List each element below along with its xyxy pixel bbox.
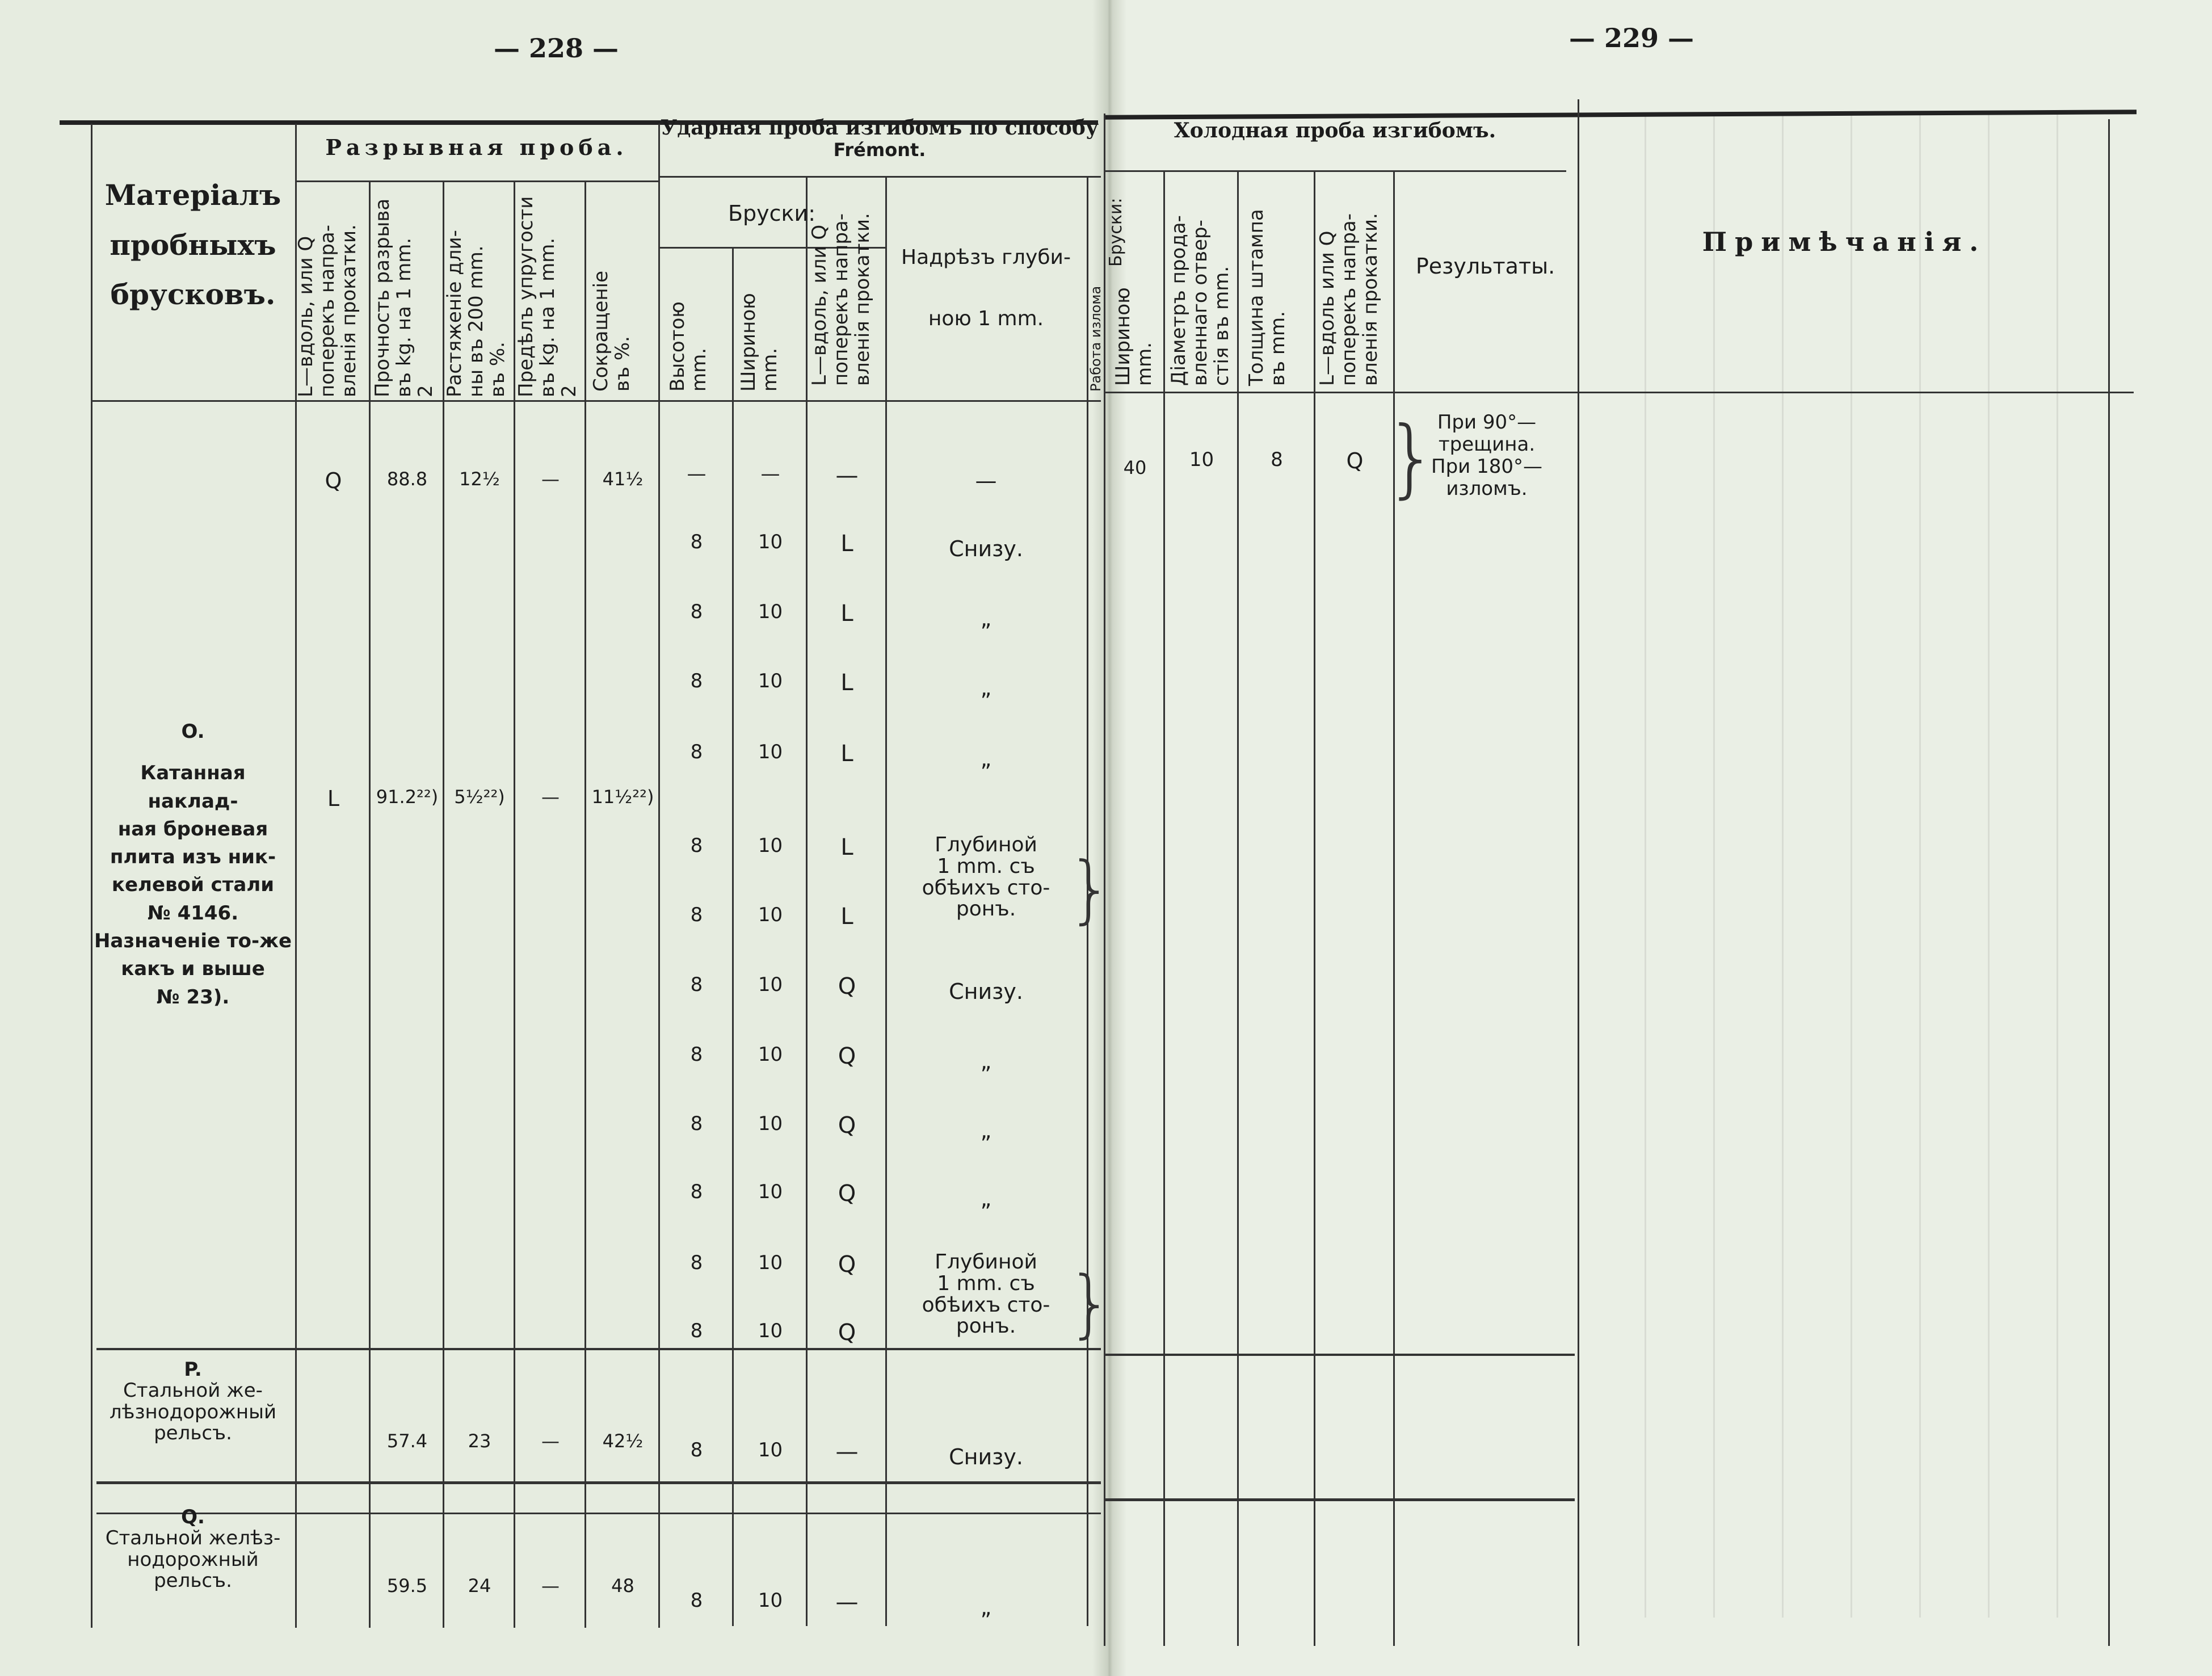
- col-line: [514, 180, 515, 1628]
- impact-w-cell: 10: [758, 1181, 783, 1203]
- impact-h-cell: 8: [690, 1043, 703, 1066]
- impact-w-cell: 10: [758, 834, 783, 857]
- tensile-dir-cell: Q: [325, 468, 342, 493]
- tensile-reduct-cell: 11½²²): [591, 786, 654, 808]
- impact-dir-cell: —: [835, 463, 859, 489]
- impact-dir-cell: Q: [838, 1251, 856, 1278]
- impact-dir-cell: L: [840, 904, 853, 930]
- material-o-label: O. Катанная наклад- ная броневая плита изъ ник- келевой стали № 4146. Назначеніе то-же какъ и выше № 23).: [94, 720, 292, 1009]
- tensile-elastic-cell: —: [541, 1575, 560, 1597]
- notch-both-sides-note-q: Глубиной 1 mm. съ обѣихъ сто- ронъ.: [922, 1250, 1050, 1338]
- impact-notch-cell: —: [975, 468, 997, 493]
- impact-h-cell: —: [687, 463, 707, 485]
- tensile-strength-cell: 57.4: [386, 1430, 428, 1452]
- cold-subrule: [1104, 170, 1566, 172]
- impact-dir-cell: L: [840, 834, 853, 860]
- impact-h-cell: 8: [690, 1589, 703, 1612]
- col-line: [1237, 170, 1239, 1646]
- row-rule-o-p-right: [1104, 1354, 1575, 1356]
- impact-dir-cell: L: [840, 741, 853, 767]
- impact-subrule: [658, 176, 1101, 178]
- impact-h-cell: 8: [690, 531, 703, 553]
- impact-h-cell: 8: [690, 1251, 703, 1274]
- col-line: [1314, 170, 1315, 1646]
- impact-work-header: Работа излома: [1088, 285, 1104, 392]
- impact-notch-cell: „: [980, 746, 992, 771]
- tensile-elastic-cell: —: [541, 468, 560, 490]
- brace-icon: }: [1067, 1260, 1114, 1346]
- impact-h-cell: 8: [690, 834, 703, 857]
- impact-w-cell: 10: [758, 973, 783, 996]
- cold-width-header: Шириною mm.: [1112, 287, 1157, 386]
- impact-dir-cell: Q: [838, 1320, 856, 1346]
- impact-height-header: Высотою mm.: [666, 301, 711, 392]
- impact-w-cell: 10: [758, 1043, 783, 1066]
- impact-header: Ударная проба изгибомъ по способу Frémont.: [661, 116, 1099, 161]
- bleed-through-lines: [1578, 114, 2117, 1618]
- col-line: [885, 176, 887, 1626]
- cold-punch-header: Толщина штампа въ mm.: [1245, 209, 1290, 386]
- tensile-reduct-cell: 42½: [602, 1430, 644, 1452]
- col-line: [1578, 99, 1579, 1646]
- impact-w-cell: 10: [758, 741, 783, 763]
- impact-w-cell: 10: [758, 1439, 783, 1461]
- page-number-right: — 229 —: [1569, 23, 1694, 53]
- impact-direction-header: L—вдоль, или Q поперекъ напра- вленія прокатки.: [808, 213, 874, 386]
- tensile-elongation-header: Растяженіе дли- ны въ 200 mm. въ %.: [443, 230, 510, 397]
- cold-direction-value: Q: [1346, 448, 1364, 473]
- impact-w-cell: —: [760, 463, 780, 485]
- material-p-label: P. Стальной же- лѣзнодорожный рельсъ.: [109, 1358, 277, 1445]
- col-line: [732, 247, 734, 1626]
- col-line: [1163, 170, 1165, 1646]
- impact-w-cell: 10: [758, 600, 783, 623]
- col-line: [443, 180, 444, 1628]
- notch-both-sides-note-l: Глубиной 1 mm. съ обѣихъ сто- ронъ.: [922, 833, 1050, 921]
- impact-notch-cell: Снизу.: [949, 979, 1023, 1004]
- impact-dir-cell: Q: [838, 1181, 856, 1207]
- header-rule-left: [91, 400, 1101, 402]
- tensile-elong-cell: 5½²²): [454, 786, 505, 808]
- col-line: [1393, 170, 1395, 1646]
- impact-h-cell: 8: [690, 741, 703, 763]
- impact-w-cell: 10: [758, 904, 783, 926]
- col-line: [2108, 119, 2110, 1646]
- tensile-subrule: [295, 180, 658, 182]
- tensile-elong-cell: 12½: [459, 468, 500, 490]
- impact-w-cell: 10: [758, 1589, 783, 1612]
- col-line: [806, 176, 808, 1626]
- impact-w-cell: 10: [758, 670, 783, 692]
- row-rule-o-p: [96, 1348, 1101, 1350]
- impact-w-cell: 10: [758, 1251, 783, 1274]
- tensile-strength-cell: 91.2²²): [376, 786, 439, 808]
- impact-width-header: Шириною mm.: [737, 293, 782, 392]
- impact-notch-header: Надрѣзъ глуби- ною 1 mm.: [901, 246, 1071, 330]
- impact-h-cell: 8: [690, 600, 703, 623]
- impact-h-cell: 8: [690, 1320, 703, 1342]
- material-q-label: Q. Стальной желѣз- нодорожный рельсъ.: [105, 1506, 281, 1593]
- impact-h-cell: 8: [690, 1112, 703, 1135]
- impact-notch-cell: „: [980, 606, 992, 631]
- brace-icon: }: [1385, 409, 1439, 507]
- impact-h-cell: 8: [690, 670, 703, 692]
- tensile-reduction-header: Сокращеніе въ %.: [590, 270, 634, 392]
- tensile-elastic-cell: —: [541, 786, 560, 808]
- impact-bars-header: Бруски:: [727, 201, 816, 226]
- impact-dir-cell: Q: [838, 1043, 856, 1069]
- impact-dir-cell: Q: [838, 1112, 856, 1139]
- cold-result: При 90°— трещина. При 180°— изломъ.: [1431, 411, 1542, 501]
- impact-notch-cell: „: [980, 1186, 992, 1211]
- impact-h-cell: 8: [690, 973, 703, 996]
- cold-punch-value: 8: [1271, 448, 1283, 471]
- cold-diameter-value: 10: [1189, 448, 1214, 471]
- tensile-reduct-cell: 41½: [602, 468, 644, 490]
- row-rule-p-q-right: [1104, 1498, 1575, 1501]
- brace-icon: }: [1067, 846, 1114, 932]
- impact-notch-cell: „: [980, 1118, 992, 1143]
- tensile-strength-header: Прочность разрыва въ kg. на 1 mm. 2: [371, 198, 438, 397]
- remarks-header: Примѣчанія.: [1702, 226, 1987, 257]
- impact-h-cell: 8: [690, 1439, 703, 1461]
- row-rule-p-q: [96, 1481, 1101, 1484]
- impact-dir-cell: —: [835, 1589, 859, 1615]
- col-line: [658, 124, 660, 1628]
- tensile-strength-cell: 88.8: [386, 468, 428, 490]
- col-line: [369, 180, 371, 1628]
- impact-w-cell: 10: [758, 531, 783, 553]
- header-rule-right: [1104, 392, 2134, 393]
- tensile-dir-cell: L: [327, 786, 340, 811]
- impact-dir-cell: —: [835, 1439, 859, 1465]
- cold-bars-header: Бруски:: [1106, 198, 1126, 267]
- col-line: [584, 180, 586, 1628]
- impact-w-cell: 10: [758, 1112, 783, 1135]
- tensile-elong-cell: 24: [468, 1575, 491, 1597]
- impact-notch-cell: „: [980, 1595, 992, 1620]
- impact-notch-cell: Снизу.: [949, 1444, 1023, 1469]
- tensile-reduct-cell: 48: [611, 1575, 634, 1597]
- impact-notch-cell: Снизу.: [949, 536, 1023, 561]
- tensile-elastic-header: Предѣлъ упругости въ kg. на 1 mm. 2: [515, 196, 581, 397]
- tensile-direction-header: L—вдоль, или Q поперекъ напра- вленія прокатки.: [295, 224, 361, 397]
- tensile-header: Разрывная проба.: [325, 135, 628, 160]
- impact-h-cell: 8: [690, 1181, 703, 1203]
- impact-h-cell: 8: [690, 904, 703, 926]
- tensile-elong-cell: 23: [468, 1430, 491, 1452]
- tensile-strength-cell: 59.5: [386, 1575, 428, 1597]
- impact-notch-cell: „: [980, 675, 992, 700]
- page-number-left: — 228 —: [494, 33, 619, 64]
- cold-width-value: 40: [1123, 457, 1147, 478]
- cold-header: Холодная проба изгибомъ.: [1174, 119, 1496, 142]
- tensile-elastic-cell: —: [541, 1430, 560, 1452]
- cold-direction-header: L—вдоль или Q поперекъ напра- вленія прокатки.: [1316, 213, 1382, 386]
- impact-notch-cell: „: [980, 1049, 992, 1074]
- impact-w-cell: 10: [758, 1320, 783, 1342]
- col-line: [91, 124, 92, 1628]
- impact-dir-cell: L: [840, 531, 853, 557]
- impact-dir-cell: Q: [838, 973, 856, 999]
- impact-dir-cell: L: [840, 600, 853, 627]
- material-header: Матеріалъ пробныхъ брусковъ.: [104, 178, 281, 311]
- cold-results-header: Результаты.: [1415, 254, 1555, 279]
- cold-diameter-header: Діаметръ прода- вленнаго отвер- стія въ mm.: [1167, 215, 1234, 386]
- impact-dir-cell: L: [840, 670, 853, 696]
